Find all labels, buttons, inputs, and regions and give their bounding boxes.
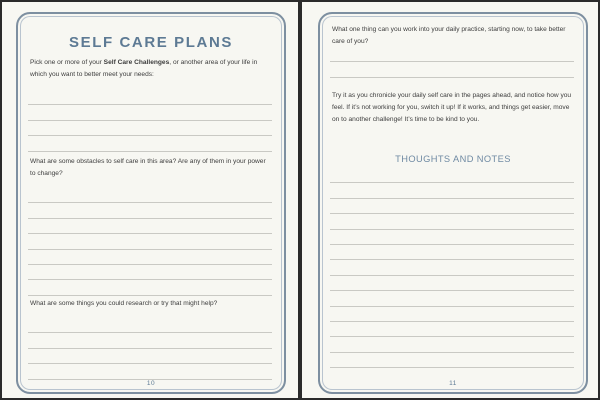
writing-line[interactable] [28,333,272,348]
writing-line[interactable] [28,349,272,364]
writing-line[interactable] [330,337,574,352]
writing-line[interactable] [330,47,574,62]
writing-lines-notes[interactable] [330,168,574,368]
writing-line[interactable] [28,203,272,218]
writing-lines-obstacles[interactable] [28,188,272,296]
writing-line[interactable] [28,219,272,234]
writing-line[interactable] [330,307,574,322]
writing-line[interactable] [330,214,574,229]
right-page [302,2,598,398]
writing-lines-daily-practice[interactable] [330,47,574,78]
writing-line[interactable] [28,90,272,105]
page-title: SELF CARE PLANS [68,34,233,51]
prompt-challenges: Pick one or more of your Self Care Challenges, or another area of your life in which you want to better meet your needs: [30,59,258,78]
prompt-obstacles: What are some obstacles to self care in this area? Are any of them in your power to change? [30,158,266,177]
writing-line[interactable] [28,265,272,280]
writing-line[interactable] [28,318,272,333]
writing-line[interactable] [28,188,272,203]
writing-line[interactable] [28,280,272,295]
writing-line[interactable] [330,62,574,77]
writing-line[interactable] [28,136,272,151]
prompt-daily-practice: What one thing can you work into your daily practice, starting now, to take better care of you? [332,26,566,45]
page-number: 10 [146,380,156,387]
writing-line[interactable] [28,250,272,265]
writing-line[interactable] [28,234,272,249]
writing-line[interactable] [330,322,574,337]
writing-line[interactable] [330,260,574,275]
writing-line[interactable] [330,199,574,214]
writing-lines-challenges[interactable] [28,90,272,152]
writing-line[interactable] [330,168,574,183]
writing-line[interactable] [330,230,574,245]
writing-line[interactable] [330,291,574,306]
prompt-research: What are some things you could research or try that might help? [30,300,218,307]
writing-lines-research[interactable] [28,318,272,380]
section-heading: THOUGHTS AND NOTES [395,154,511,164]
right-page-frame [318,12,588,394]
left-page-frame [16,12,286,394]
writing-line[interactable] [330,245,574,260]
writing-line[interactable] [330,183,574,198]
writing-line[interactable] [330,276,574,291]
writing-line[interactable] [28,121,272,136]
writing-line[interactable] [28,105,272,120]
left-page [2,2,298,398]
writing-line[interactable] [28,364,272,379]
encouragement-text: Try it as you chronicle your daily self care in the pages ahead, and notice how you feel. If it’s not working for you, switch it up! If it works, and things get easier, move on to another challenge! It’s time to be kind to you. [332,92,572,123]
writing-line[interactable] [330,353,574,368]
page-number: 11 [449,380,457,387]
